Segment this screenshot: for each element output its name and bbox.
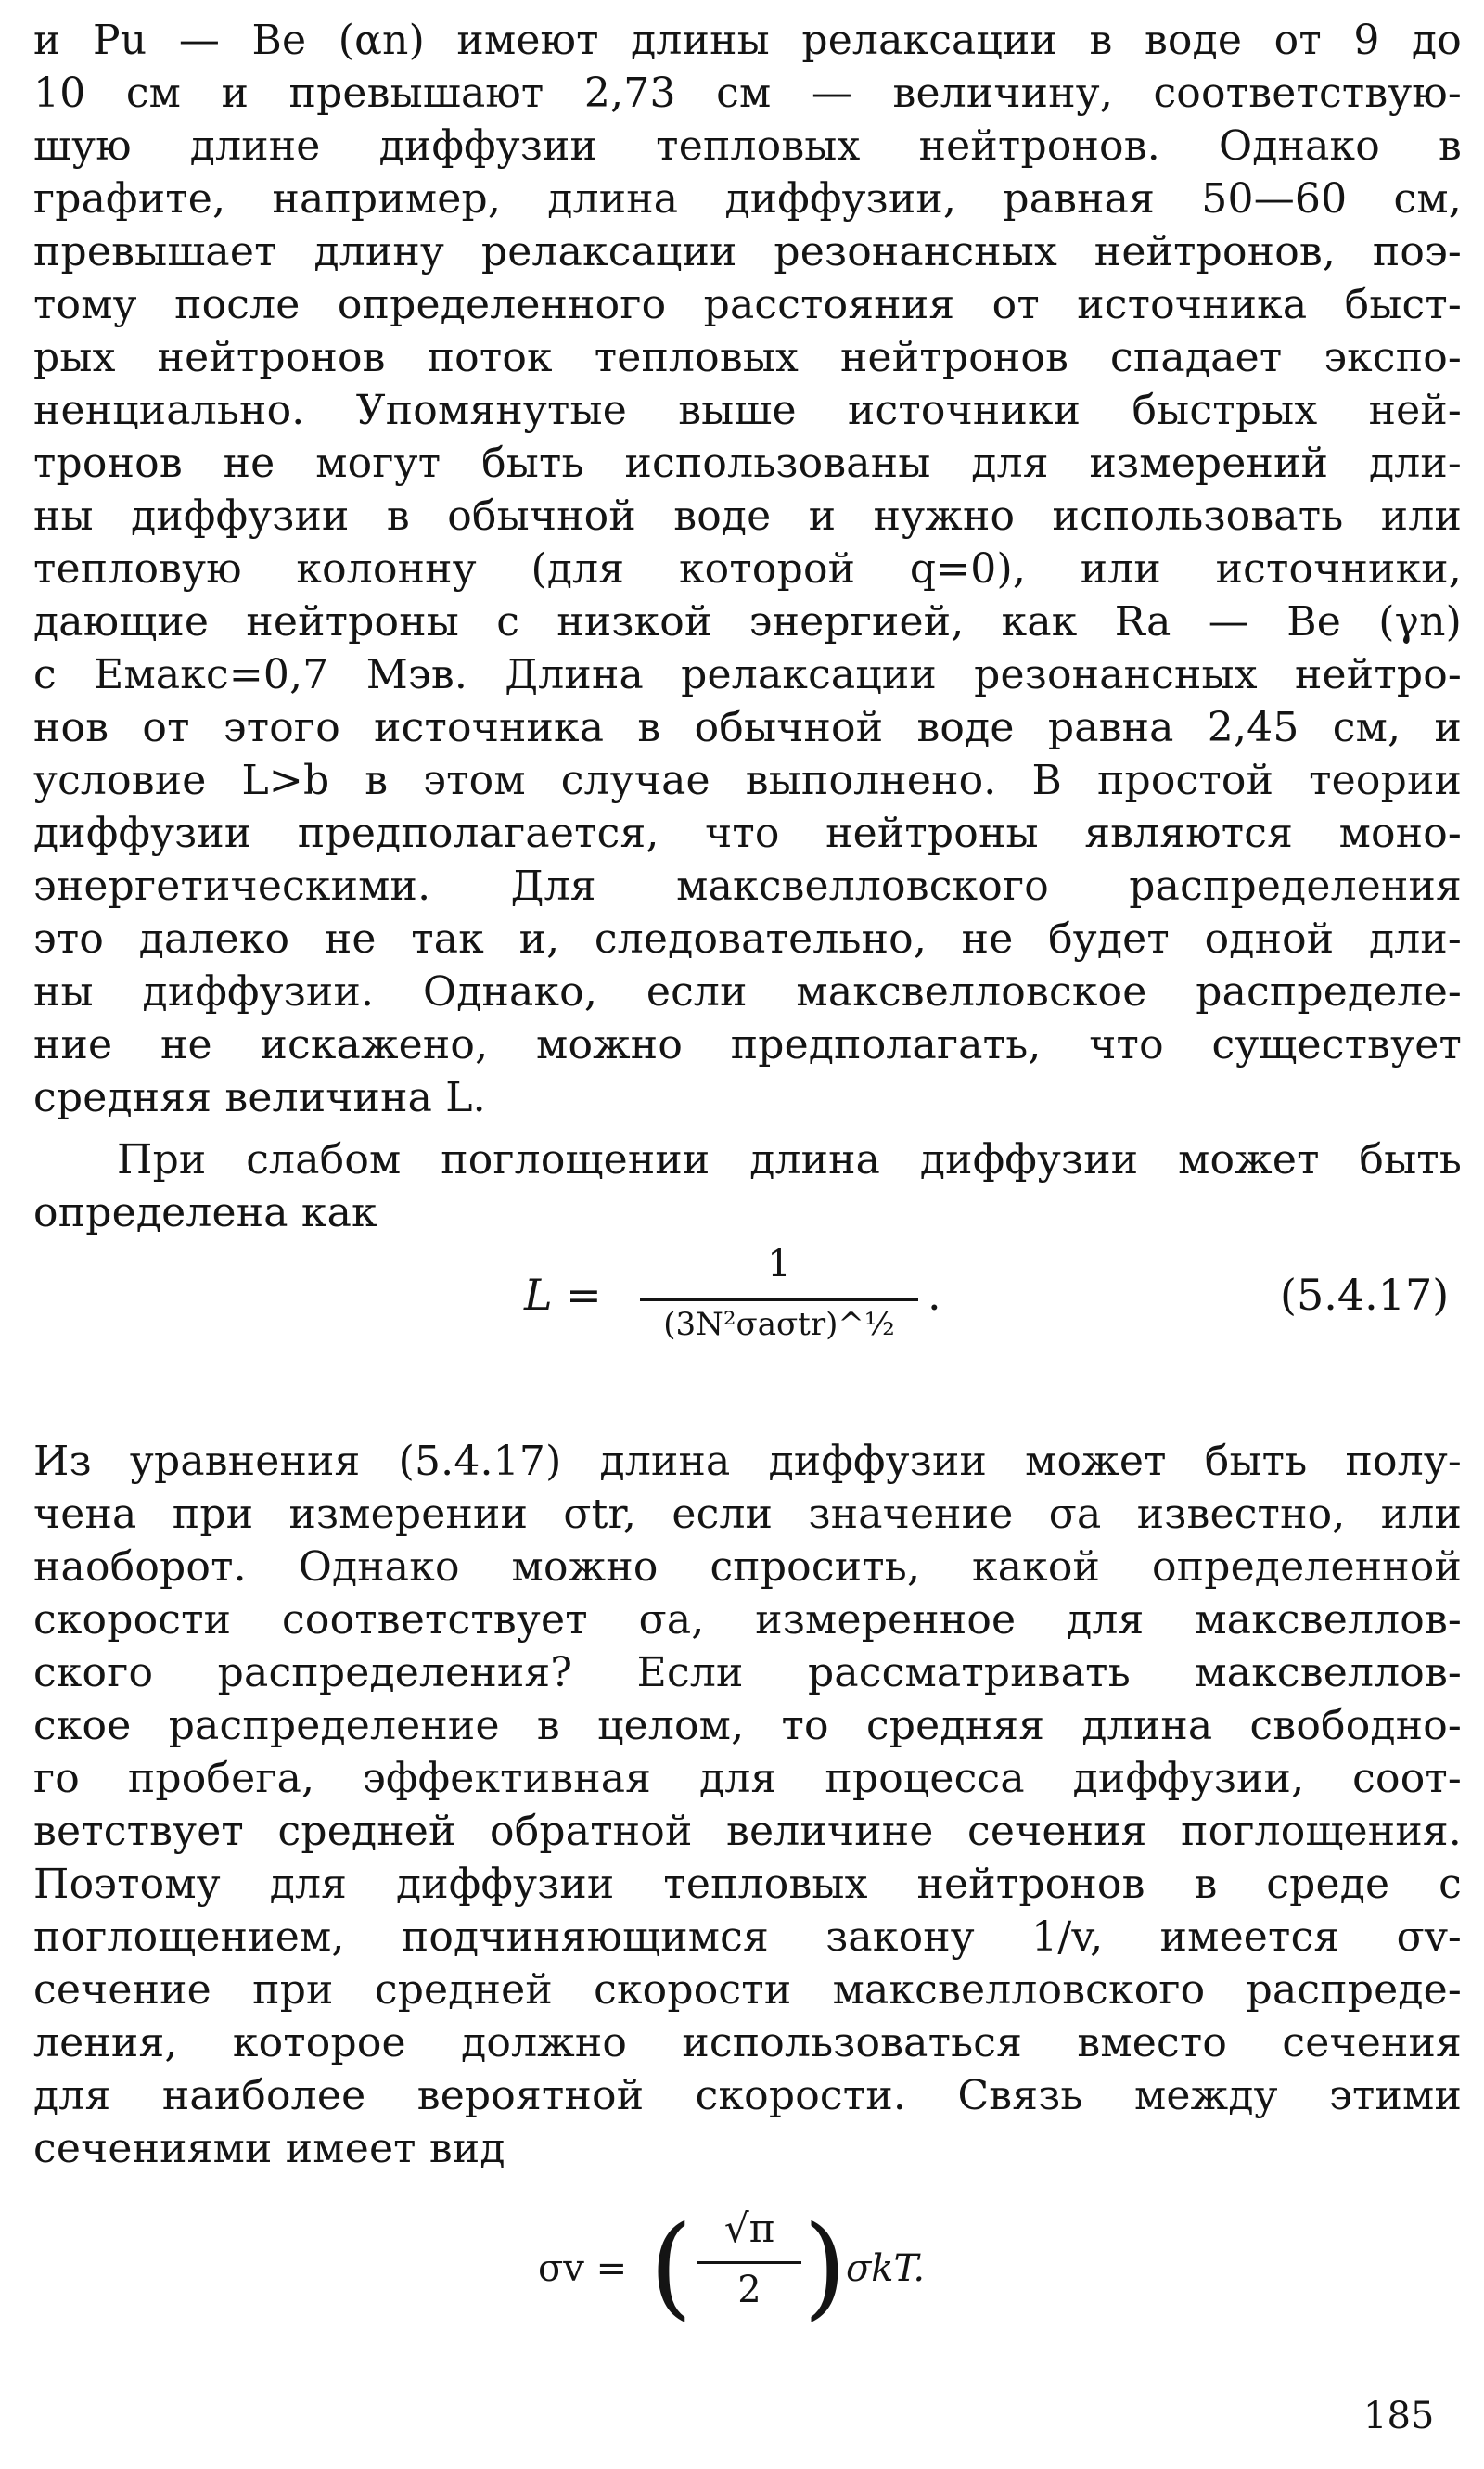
text-line: сечение при средней скорости максвелловского распреде- (33, 1966, 1462, 2014)
text-line: и Pu — Be (αn) имеют длины релаксации в воде от 9 до (33, 17, 1462, 64)
text-line: ны диффузии. Однако, если максвелловское распределе- (33, 968, 1462, 1016)
text-line: условие L>b в этом случае выполнено. В простой теории (33, 757, 1462, 804)
equation-number: (5.4.17) (1280, 1270, 1450, 1320)
text-line: ления, которое должно использоваться вместо сечения (33, 2019, 1462, 2066)
text-line: энергетическими. Для максвелловского распределения (33, 863, 1462, 910)
equation-denominator: 2 (737, 2269, 761, 2311)
equation-rhs: σkT. (846, 2247, 926, 2290)
text-line: ненциально. Упомянутые выше источники быстрых ней- (33, 387, 1462, 434)
equation-tail: . (928, 1270, 941, 1320)
text-line: ветствует средней обратной величине сечения поглощения. (33, 1808, 1462, 1855)
text-line: тому после определенного расстояния от источника быст- (33, 281, 1462, 328)
text-line: сечениями имеет вид (33, 2125, 505, 2172)
text-line: это далеко не так и, следовательно, не будет одной дли- (33, 915, 1462, 963)
equation-denominator: (3N²σaσtr)^½ (663, 1306, 895, 1343)
text-line: с Eмакс=0,7 Мэв. Длина релаксации резонансных нейтро- (33, 651, 1462, 698)
text-line: шую длине диффузии тепловых нейтронов. Однако в (33, 122, 1462, 170)
text-line: ского распределения? Если рассматривать максвеллов- (33, 1649, 1462, 1696)
equation-lhs: σv = (538, 2247, 628, 2290)
text-line: графите, например, длина диффузии, равная 50—60 см, (33, 175, 1462, 223)
text-line: ние не искажено, можно предполагать, что существует (33, 1021, 1462, 1068)
equation-numerator: √π (723, 2206, 775, 2251)
text-line: диффузии предполагается, что нейтроны являются моно- (33, 810, 1462, 857)
left-paren: ( (649, 2203, 693, 2332)
text-line: наоборот. Однако можно спросить, какой определенной (33, 1543, 1462, 1591)
text-line: Из уравнения (5.4.17) длина диффузии может быть полу- (33, 1438, 1462, 1485)
text-line: поглощением, подчиняющимся закону 1/v, имеется σv- (33, 1913, 1462, 1961)
text-line: скорости соответствует σa, измеренное для максвеллов- (33, 1596, 1462, 1644)
text-line: При слабом поглощении длина диффузии может быть (117, 1136, 1462, 1183)
text-line: 10 см и превышают 2,73 см — величину, соответствую- (33, 70, 1462, 117)
fraction-bar (640, 1298, 918, 1301)
text-line: для наиболее вероятной скорости. Связь между этими (33, 2072, 1462, 2119)
fraction-bar (697, 2261, 801, 2264)
text-line: средняя величина L. (33, 1074, 486, 1121)
text-line: рых нейтронов поток тепловых нейтронов спадает экспо- (33, 334, 1462, 381)
text-line: тронов не могут быть использованы для измерений дли- (33, 440, 1462, 487)
page-number: 185 (1363, 2395, 1435, 2437)
text-line: чена при измерении σtr, если значение σa известно, или (33, 1490, 1462, 1538)
text-line: определена как (33, 1189, 377, 1236)
equation-numerator: 1 (767, 1243, 791, 1286)
right-paren: ) (803, 2203, 847, 2332)
text-line: дающие нейтроны с низкой энергией, как Ra — Be (γn) (33, 598, 1462, 646)
text-line: тепловую колонну (для которой q=0), или источники, (33, 545, 1462, 593)
text-line: нов от этого источника в обычной воде равна 2,45 см, и (33, 704, 1462, 751)
text-line: ны диффузии в обычной воде и нужно использовать или (33, 493, 1462, 540)
equation-lhs: L = (524, 1270, 602, 1320)
text-line: превышает длину релаксации резонансных нейтронов, поэ- (33, 228, 1462, 275)
text-line: ское распределение в целом, то средняя длина свободно- (33, 1702, 1462, 1749)
text-line: го пробега, эффективная для процесса диффузии, соот- (33, 1755, 1462, 1802)
text-line: Поэтому для диффузии тепловых нейтронов в среде с (33, 1861, 1462, 1908)
